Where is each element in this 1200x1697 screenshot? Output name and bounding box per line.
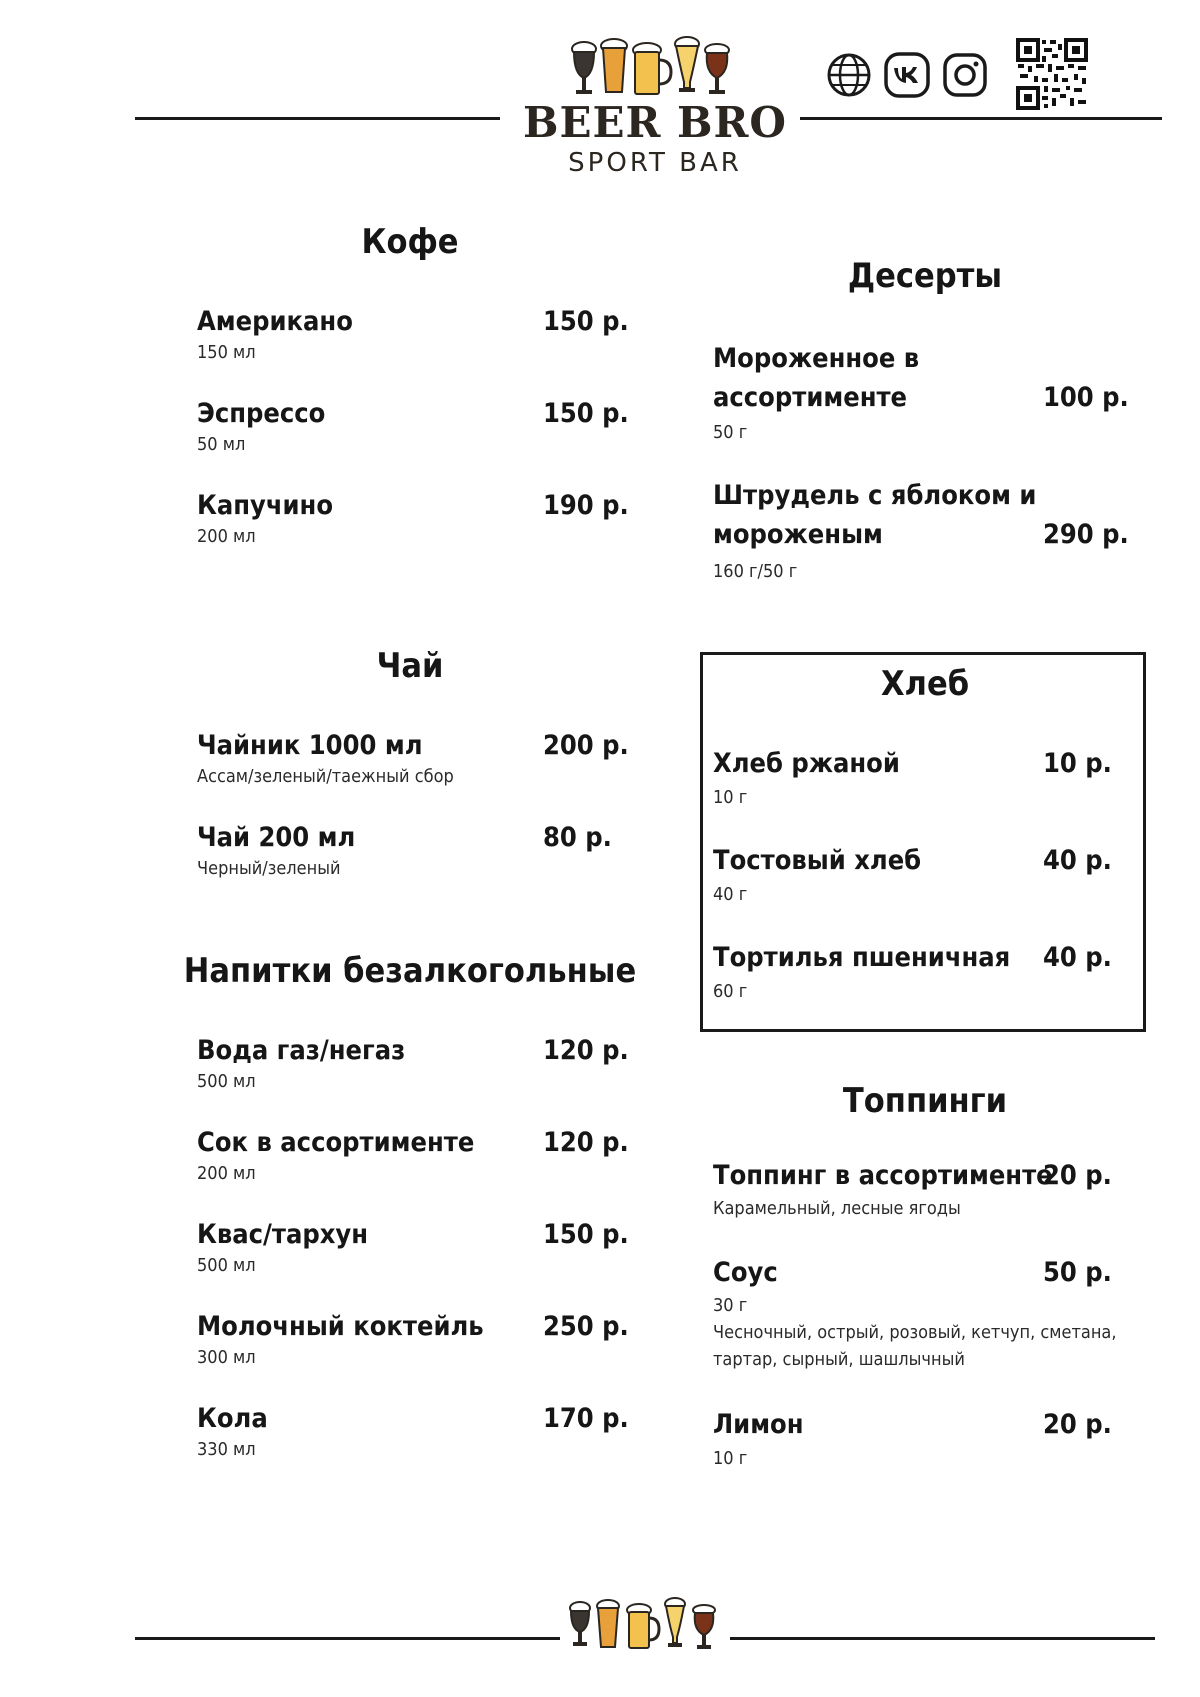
section-title-toppings: Топпинги (842, 1081, 1008, 1121)
menu-item-note: 40 г (713, 884, 748, 905)
menu-item-price: 190 р. (543, 490, 629, 521)
menu-item-note: Черный/зеленый (197, 858, 341, 879)
menu-item-name: Чайник 1000 мл (197, 730, 423, 761)
menu-item-price: 20 р. (1043, 1409, 1112, 1440)
menu-item-name: Мороженное в (713, 343, 920, 374)
footer-rule-left (135, 1637, 560, 1640)
menu-item-note: 500 мл (197, 1255, 256, 1276)
menu-item-name: Хлеб ржаной (713, 748, 900, 779)
globe-icon[interactable] (826, 52, 872, 98)
menu-item-note: тартар, сырный, шашлычный (713, 1349, 965, 1370)
menu-item-price: 120 р. (543, 1035, 629, 1066)
menu-item-name: Тортилья пшеничная (713, 942, 1011, 973)
menu-item-note: 60 г (713, 981, 748, 1002)
header-rule-left (135, 117, 500, 120)
menu-item-note: 200 мл (197, 526, 256, 547)
instagram-icon[interactable] (942, 52, 988, 98)
section-title-coffee: Кофе (361, 222, 459, 262)
header-rule-right (800, 117, 1162, 120)
menu-item-note: 10 г (713, 787, 748, 808)
menu-item-name: Лимон (713, 1409, 804, 1440)
menu-item-price: 20 р. (1043, 1160, 1112, 1191)
menu-item-name: Квас/тархун (197, 1219, 369, 1250)
menu-item-name: Американо (197, 306, 353, 337)
menu-item-price: 290 р. (1043, 519, 1129, 550)
section-title-tea: Чай (376, 646, 444, 686)
menu-item-price: 40 р. (1043, 942, 1112, 973)
beer-glasses-icon (495, 36, 815, 98)
qr-code[interactable] (1016, 38, 1088, 110)
menu-item-note: 30 г (713, 1295, 748, 1316)
menu-item-price: 40 р. (1043, 845, 1112, 876)
menu-item-note: 50 мл (197, 434, 246, 455)
menu-item-price: 120 р. (543, 1127, 629, 1158)
footer-rule-right (730, 1637, 1155, 1640)
menu-item-price: 80 р. (543, 822, 612, 853)
menu-item-name-cont: ассортименте (713, 382, 908, 413)
menu-item-price: 150 р. (543, 306, 629, 337)
menu-item-name: Вода газ/негаз (197, 1035, 406, 1066)
menu-item-note: 330 мл (197, 1439, 256, 1460)
section-title-bread: Хлеб (880, 664, 970, 704)
menu-item-name: Капучино (197, 490, 334, 521)
menu-item-price: 250 р. (543, 1311, 629, 1342)
menu-item-note: 200 мл (197, 1163, 256, 1184)
menu-item-price: 200 р. (543, 730, 629, 761)
menu-item-name: Штрудель с яблоком и (713, 480, 1037, 511)
menu-item-price: 10 р. (1043, 748, 1112, 779)
brand-name: BEER BRO (522, 98, 788, 147)
menu-item-price: 150 р. (543, 1219, 629, 1250)
menu-item-note: 10 г (713, 1448, 748, 1469)
menu-item-note: Ассам/зеленый/таежный сбор (197, 766, 454, 787)
brand-logo (495, 36, 815, 186)
menu-item-name: Сок в ассортименте (197, 1127, 475, 1158)
menu-item-price: 100 р. (1043, 382, 1129, 413)
menu-item-name: Кола (197, 1403, 268, 1434)
menu-item-note: 300 мл (197, 1347, 256, 1368)
menu-item-note: Чесночный, острый, розовый, кетчуп, сметана, (713, 1322, 1117, 1343)
menu-item-note: 150 мл (197, 342, 256, 363)
brand-subtitle: SPORT BAR (568, 148, 742, 178)
menu-item-price: 170 р. (543, 1403, 629, 1434)
menu-item-price: 150 р. (543, 398, 629, 429)
menu-item-name-cont: мороженым (713, 519, 883, 550)
menu-item-name: Молочный коктейль (197, 1311, 484, 1342)
menu-item-note: 160 г/50 г (713, 561, 798, 582)
menu-item-name: Тостовый хлеб (713, 845, 922, 876)
menu-item-name: Топпинг в ассортименте (713, 1160, 1053, 1191)
beer-glasses-icon (565, 1597, 725, 1657)
menu-item-note: 500 мл (197, 1071, 256, 1092)
section-title-soft-drinks: Напитки безалкогольные (183, 951, 637, 991)
section-title-desserts: Десерты (847, 256, 1003, 296)
menu-item-note: Карамельный, лесные ягоды (713, 1198, 961, 1219)
menu-item-price: 50 р. (1043, 1257, 1112, 1288)
menu-item-name: Эспрессо (197, 398, 326, 429)
menu-item-note: 50 г (713, 422, 748, 443)
menu-item-name: Соус (713, 1257, 778, 1288)
menu-item-name: Чай 200 мл (197, 822, 356, 853)
vk-icon[interactable] (884, 52, 930, 98)
